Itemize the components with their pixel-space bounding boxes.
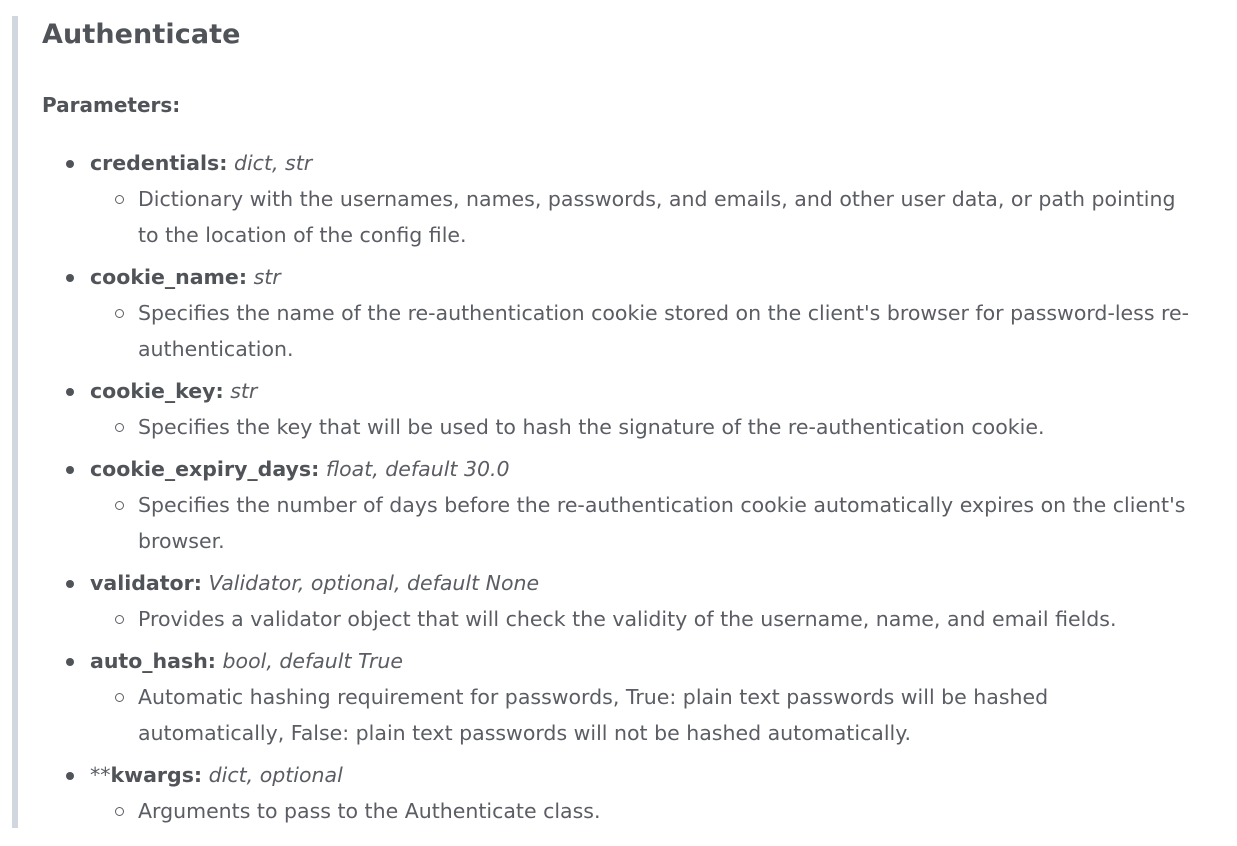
param-name: validator (90, 571, 194, 595)
param-name: kwargs (110, 763, 194, 787)
param-description (42, 601, 1194, 637)
param-name: auto_hash (90, 649, 208, 673)
param-separator: : (311, 457, 320, 481)
param-description (42, 487, 1194, 559)
param-type: dict, optional (208, 763, 343, 787)
param-separator: : (215, 379, 224, 403)
bullet-icon (66, 658, 74, 666)
param-description-text: Specifies the name of the re-authentication cookie stored on the client's browser for password-less re-authentication. (138, 301, 1190, 361)
parameters-heading: Parameters: (42, 93, 181, 117)
param-header (42, 259, 1212, 295)
circle-bullet-icon (115, 807, 124, 816)
param-type: str (230, 379, 258, 403)
param-description-text: Automatic hashing requirement for passwords, True: plain text passwords will be hashed automatically, False: plain text passwords will not be hashed automatically. (138, 685, 1049, 745)
param-description-text: Dictionary with the usernames, names, passwords, and emails, and other user data, or path pointing to the location of the config file. (138, 187, 1176, 247)
param-header (42, 643, 1212, 679)
param-credentials (42, 145, 1212, 253)
param-description-text: Arguments to pass to the Authenticate class. (138, 799, 601, 823)
param-description (42, 181, 1194, 253)
param-type: bool, default True (222, 649, 403, 673)
bullet-icon (66, 388, 74, 396)
param-description (42, 793, 1194, 829)
param-description-text: Provides a validator object that will check the validity of the username, name, and email fields. (138, 607, 1117, 631)
param-header (42, 565, 1212, 601)
param-description (42, 295, 1194, 367)
param-type: Validator, optional, default None (208, 571, 540, 595)
circle-bullet-icon (115, 423, 124, 432)
circle-bullet-icon (115, 693, 124, 702)
bullet-icon (66, 580, 74, 588)
bullet-icon (66, 466, 74, 474)
circle-bullet-icon (115, 309, 124, 318)
param-description (42, 409, 1194, 445)
param-type: str (253, 265, 281, 289)
param-description-text: Specifies the number of days before the re-authentication cookie automatically expires on the client's browser. (138, 493, 1186, 553)
page-title: Authenticate (42, 19, 241, 50)
circle-bullet-icon (115, 195, 124, 204)
param-separator: : (207, 649, 216, 673)
param-header (42, 373, 1212, 409)
param-description (42, 679, 1194, 751)
param-auto-hash (42, 643, 1212, 751)
param-separator: : (219, 151, 228, 175)
param-type: float, default 30.0 (325, 457, 510, 481)
param-name: credentials (90, 151, 220, 175)
param-separator: : (193, 571, 202, 595)
param-name: cookie_name (90, 265, 239, 289)
param-validator (42, 565, 1212, 637)
param-header (42, 757, 1212, 793)
circle-bullet-icon (115, 615, 124, 624)
param-name: cookie_expiry_days (90, 457, 312, 481)
circle-bullet-icon (115, 501, 124, 510)
bullet-icon (66, 772, 74, 780)
param-header (42, 451, 1212, 487)
param-separator: : (193, 763, 203, 787)
param-prefix: ** (90, 763, 111, 787)
param-cookie-expiry-days (42, 451, 1212, 559)
param-cookie-name (42, 259, 1212, 367)
bullet-icon (66, 160, 74, 168)
param-separator: : (238, 265, 248, 289)
param-name: cookie_key (90, 379, 216, 403)
param-type: dict, str (233, 151, 313, 175)
param-kwargs (42, 757, 1212, 829)
param-cookie-key (42, 373, 1212, 445)
bullet-icon (66, 274, 74, 282)
param-description-text: Specifies the key that will be used to hash the signature of the re-authentication cookie. (138, 415, 1045, 439)
param-header (42, 145, 1212, 181)
